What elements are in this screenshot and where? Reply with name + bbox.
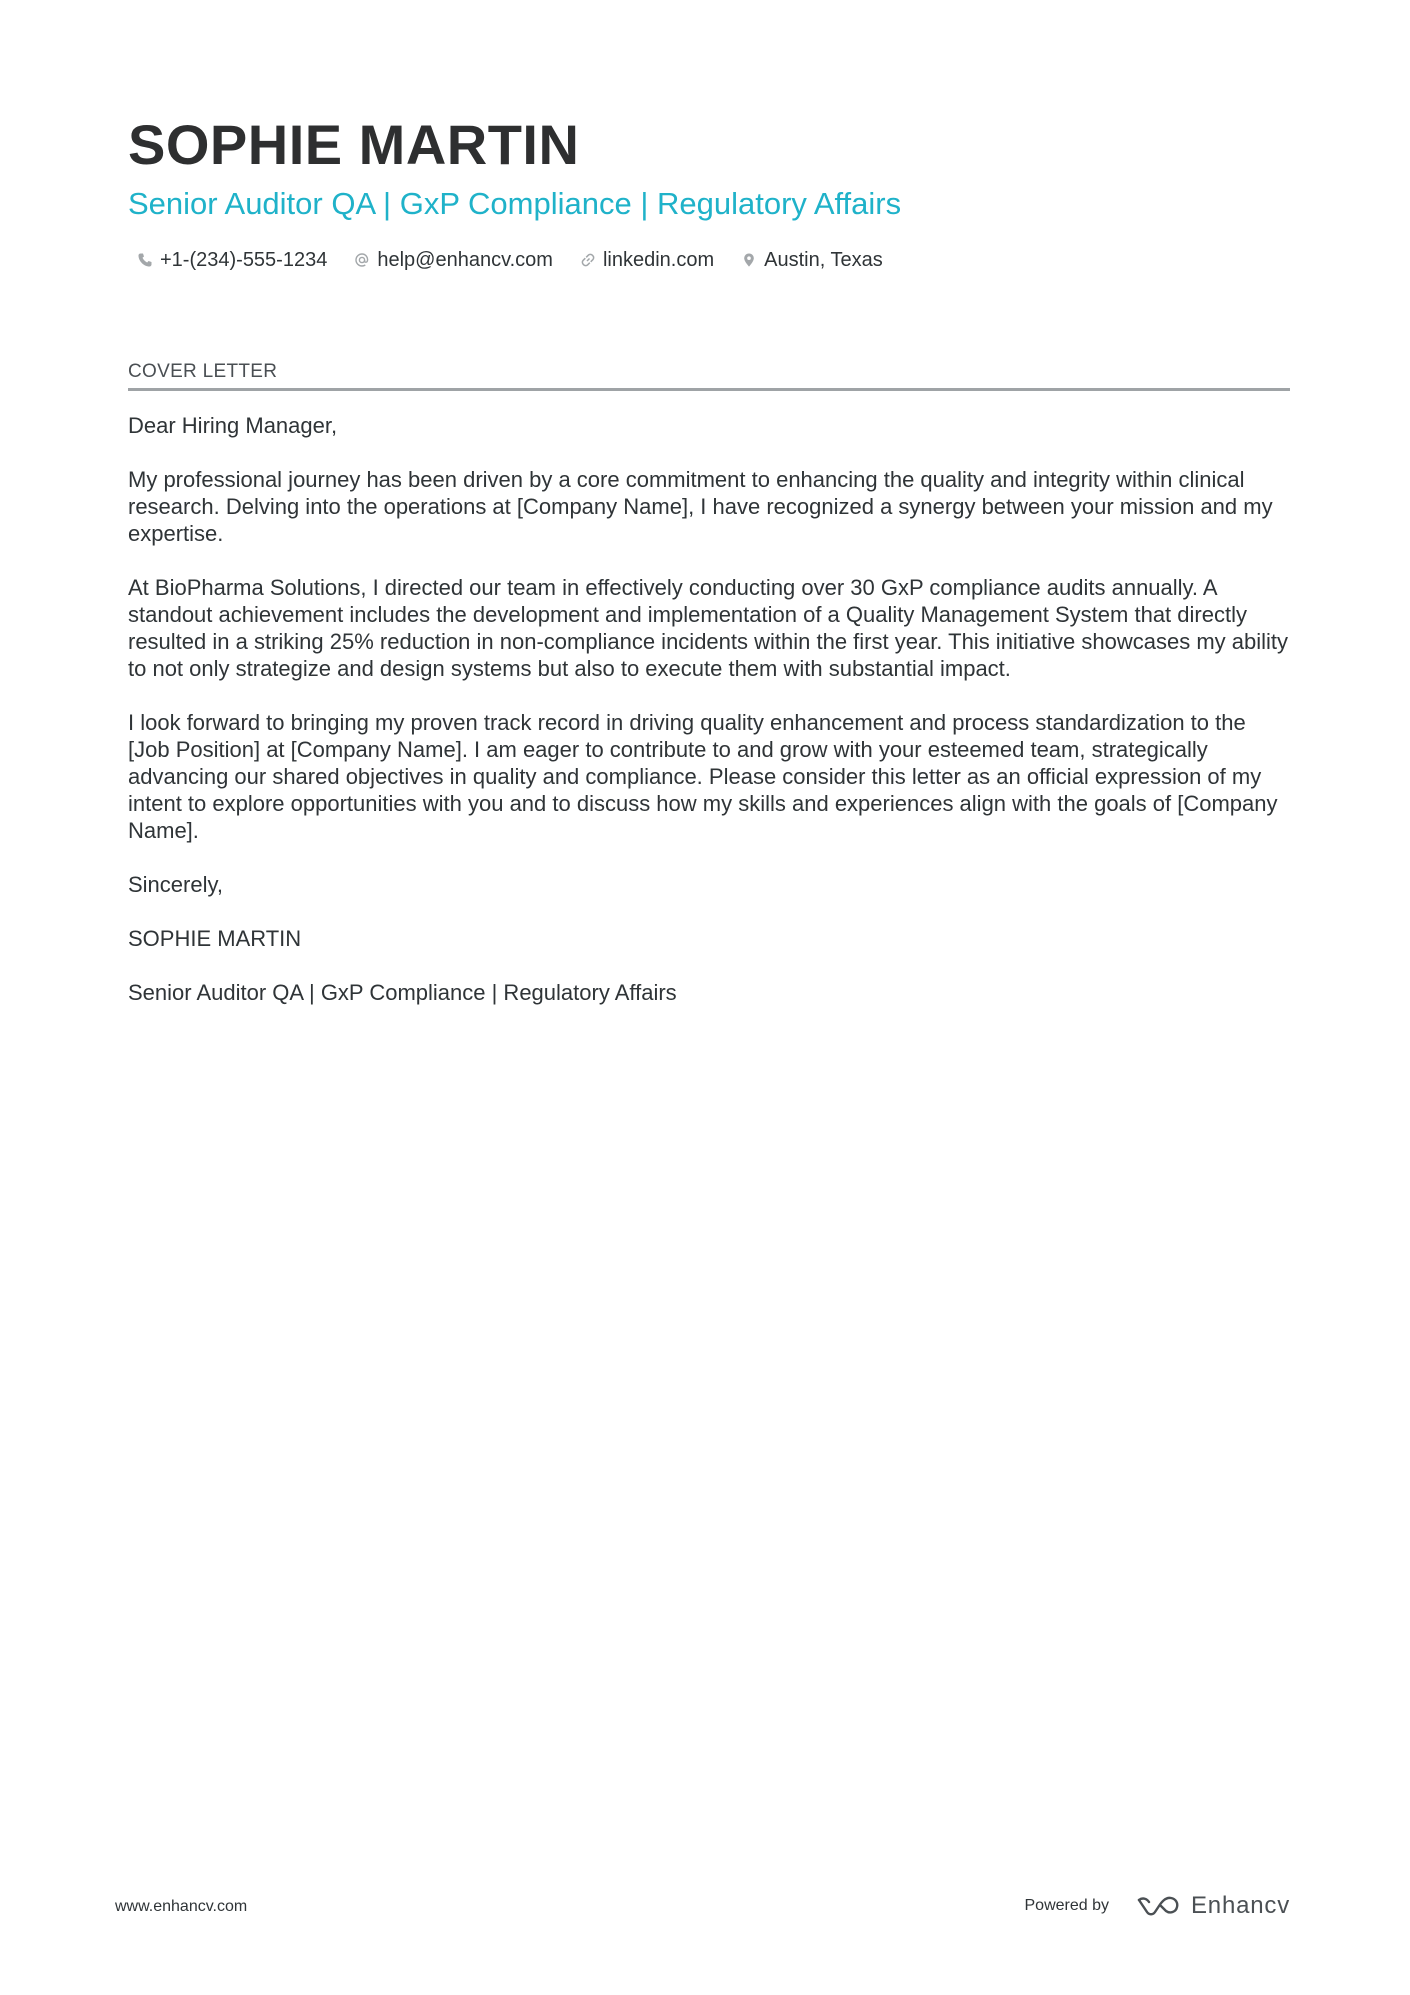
letter-paragraph-1: My professional journey has been driven by a core commitment to enhancing the quality and integrity within clinical research. Delving into the operations at [Company Name], I have recognized a synergy between your mission and my expertise. (128, 467, 1273, 546)
at-sign-icon (353, 251, 371, 269)
contact-phone-text: +1-(234)-555-1234 (160, 249, 328, 271)
enhancv-brand-wordmark: Enhancv (1191, 1892, 1290, 1919)
section-title-cover-letter: COVER LETTER (128, 358, 1290, 391)
signature-name: SOPHIE MARTIN (128, 926, 302, 951)
contact-linkedin-text: linkedin.com (602, 249, 715, 271)
candidate-headline: Senior Auditor QA | GxP Compliance | Regulatory Affairs (128, 186, 902, 221)
contact-email-text: help@enhancv.com (377, 249, 553, 271)
footer-powered-by (1025, 1890, 1291, 1922)
contact-linkedin (579, 244, 714, 276)
contact-phone (136, 244, 327, 276)
enhancv-logo-icon (1135, 1894, 1181, 1918)
contact-email (353, 244, 553, 276)
phone-icon (136, 251, 154, 269)
contact-info-row (136, 244, 909, 276)
location-pin-icon (740, 251, 758, 269)
letter-paragraph-2: At BioPharma Solutions, I directed our team in effectively conducting over 30 GxP compliance audits annually. A standout achievement includes the development and implementation of a Quality Management System that directly resulted in a striking 25% reduction in non-compliance incidents within the first year. This initiative showcases my ability to not only strategize and design systems but also to execute them with substantial impact. (128, 575, 1289, 681)
letter-body (128, 412, 1290, 1033)
letter-greeting: Dear Hiring Manager, (128, 413, 338, 438)
contact-location-text: Austin, Texas (764, 249, 883, 271)
letter-closing: Sincerely, (128, 872, 223, 897)
contact-location (740, 244, 883, 276)
letter-paragraph-3: I look forward to bringing my proven track record in driving quality enhancement and process standardization to the [Job Position] at [Company Name]. I am eager to contribute to and grow with your esteemed team, strategically advancing our shared objectives in quality and compliance. Please consider this letter as an official expression of my intent to explore opportunities with you and to discuss how my skills and experiences align with the goals of [Company Name]. (128, 710, 1278, 843)
powered-by-label: Powered by (1024, 1897, 1109, 1914)
candidate-name: SOPHIE MARTIN (128, 113, 580, 176)
signature-title: Senior Auditor QA | GxP Compliance | Regulatory Affairs (128, 980, 677, 1005)
link-icon (579, 251, 597, 269)
footer-website-link[interactable]: www.enhancv.com (115, 1898, 248, 1915)
